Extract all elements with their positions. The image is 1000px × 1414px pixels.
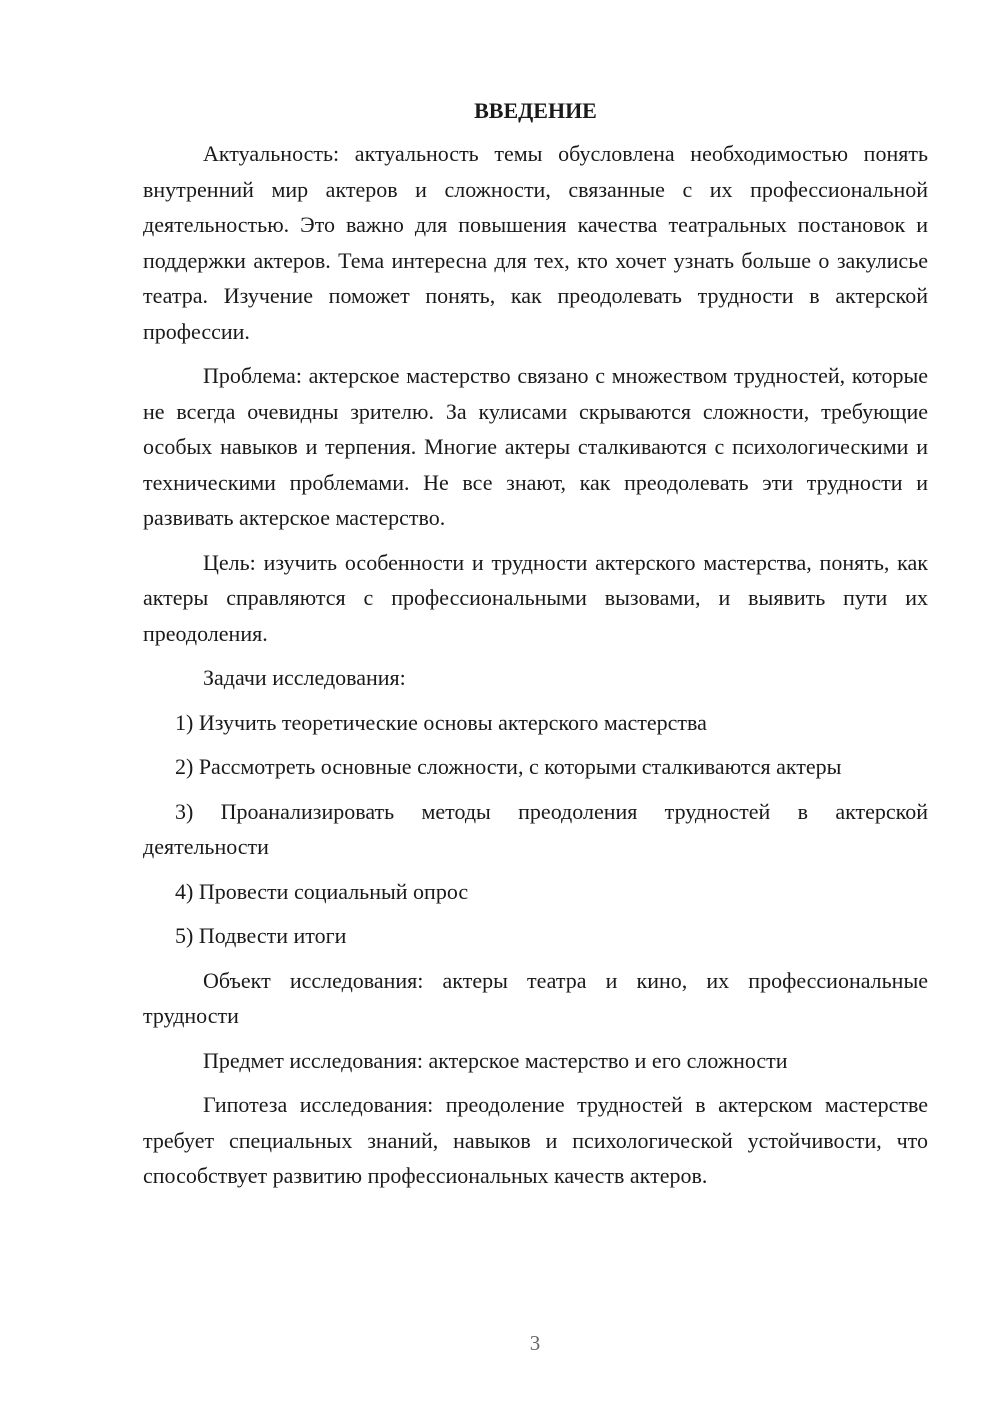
task-item: 3) Проанализировать методы преодоления трудностей в актерской деятельности (143, 798, 928, 859)
task-item: 5) Подвести итоги (175, 923, 347, 948)
tasks-heading: Задачи исследования: (203, 665, 406, 690)
paragraph-goal: Цель: изучить особенности и трудности актерского мастерства, понять, как актеры справляются с профессиональными вызовами, и выявить пути их преодоления. (143, 549, 928, 646)
page-title: ВВЕДЕНИЕ (474, 98, 597, 123)
task-item: 2) Рассмотреть основные сложности, с которыми сталкиваются актеры (175, 754, 842, 779)
paragraph-subject: Предмет исследования: актерское мастерство и его сложности (203, 1047, 788, 1073)
paragraph-problem: Проблема: актерское мастерство связано с множеством трудностей, которые не всегда очевидны зрителю. За кулисами скрываются сложности, требующие особых навыков и терпения. Многие актеры сталкиваются с психологическими и техническими проблемами. Не все знают, как преодолевать эти трудности и развивать актерское мастерство. (143, 363, 928, 530)
task-item: 1) Изучить теоретические основы актерского мастерства (175, 709, 707, 735)
task-item: 4) Провести социальный опрос (175, 878, 469, 904)
document-body (143, 94, 928, 1203)
paragraph-object: Объект исследования: актеры театра и кино, их профессиональные трудности (143, 967, 928, 1028)
page-number: 3 (529, 1331, 541, 1355)
paragraph-relevance: Актуальность: актуальность темы обусловлена необходимостью понять внутренний мир актеров и сложности, связанные с их профессиональной деятельностью. Это важно для повышения качества театральных постановок и поддержки актеров. Тема интересна для тех, кто хочет узнать больше о закулисье театра. Изучение поможет понять, как преодолевать трудности в актерской профессии. (143, 141, 928, 344)
paragraph-hypothesis: Гипотеза исследования: преодоление трудностей в актерском мастерстве требует специальных знаний, навыков и психологической устойчивости, что способствует развитию профессиональных качеств актеров. (143, 1092, 928, 1188)
